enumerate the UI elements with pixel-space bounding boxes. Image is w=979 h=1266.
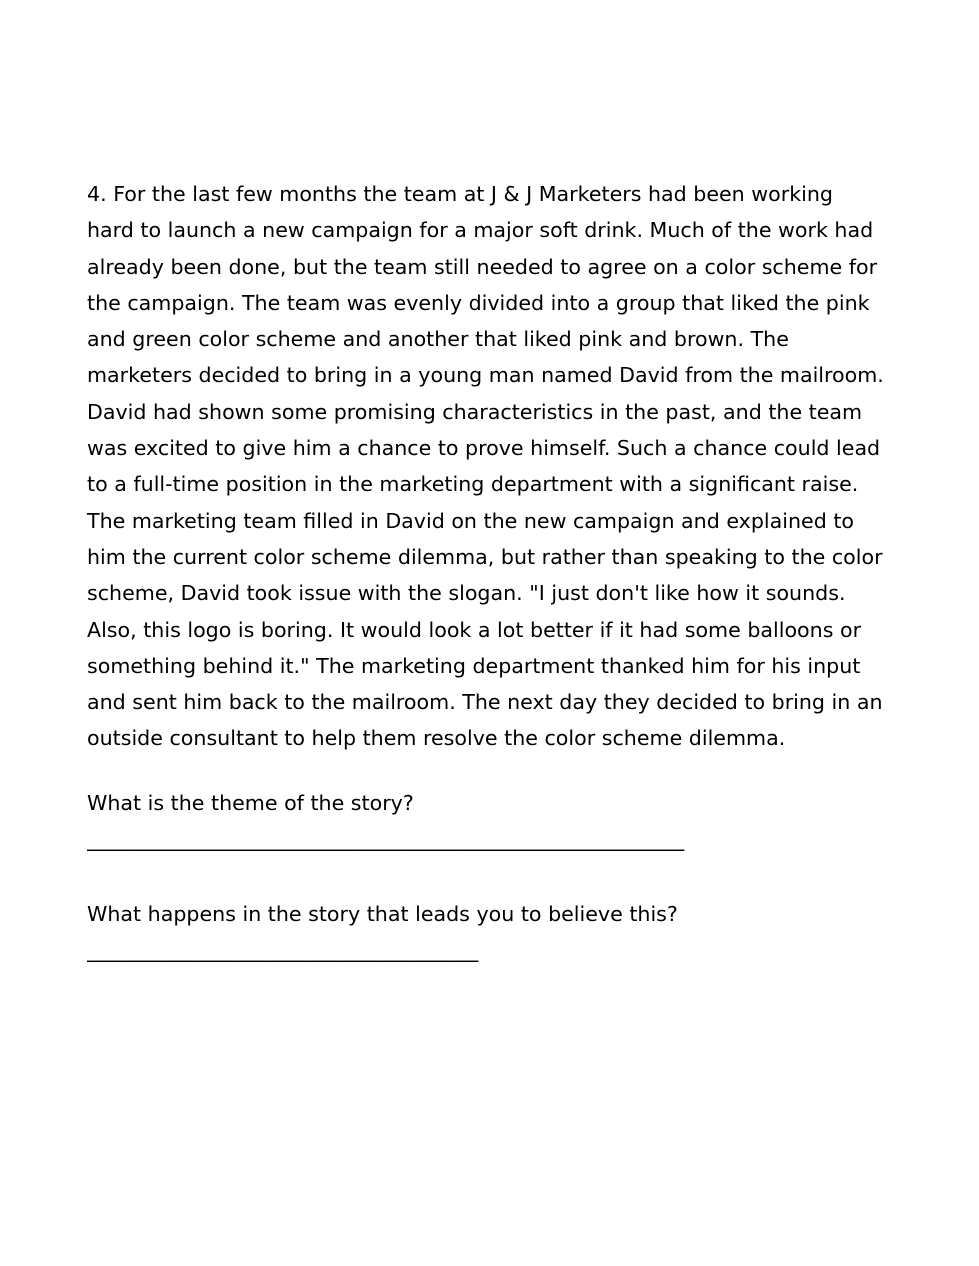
answer-line[interactable]: __________________________________________________________ bbox=[87, 826, 685, 851]
question-prompt: What is the theme of the story? bbox=[87, 790, 414, 815]
question-theme bbox=[87, 785, 907, 857]
story-paragraph bbox=[87, 176, 907, 757]
story-line: 4. For the last few months the team at J & J Marketers had been working bbox=[87, 182, 833, 206]
story-line: outside consultant to help them resolve the color scheme dilemma. bbox=[87, 726, 786, 751]
question-evidence bbox=[87, 896, 907, 968]
question-prompt: What happens in the story that leads you to believe this? bbox=[87, 901, 678, 926]
story-line: Also, this logo is boring. It would look a lot better if it had some balloons or bbox=[87, 617, 862, 642]
story-line: The marketing team filled in David on the new campaign and explained to bbox=[87, 508, 854, 533]
story-line: scheme, David took issue with the slogan. "I just don't like how it sounds. bbox=[87, 581, 846, 606]
story-line: to a full-time position in the marketing department with a significant raise. bbox=[87, 472, 859, 497]
story-line: hard to launch a new campaign for a major soft drink. Much of the work had bbox=[87, 218, 874, 243]
story-line: was excited to give him a chance to prove himself. Such a chance could lead bbox=[87, 436, 881, 461]
story-line: already been done, but the team still needed to agree on a color scheme for bbox=[87, 254, 878, 279]
story-line: David had shown some promising characteristics in the past, and the team bbox=[87, 399, 863, 424]
story-line: marketers decided to bring in a young man named David from the mailroom. bbox=[87, 363, 884, 388]
story-line: the campaign. The team was evenly divided into a group that liked the pink bbox=[87, 290, 870, 315]
story-line: him the current color scheme dilemma, but rather than speaking to the color bbox=[87, 544, 883, 569]
answer-line[interactable]: ______________________________________ bbox=[87, 937, 479, 962]
story-line: and green color scheme and another that liked pink and brown. The bbox=[87, 327, 789, 352]
story-line: and sent him back to the mailroom. The next day they decided to bring in an bbox=[87, 690, 883, 715]
worksheet-content bbox=[87, 176, 907, 968]
story-line: something behind it." The marketing department thanked him for his input bbox=[87, 653, 861, 678]
